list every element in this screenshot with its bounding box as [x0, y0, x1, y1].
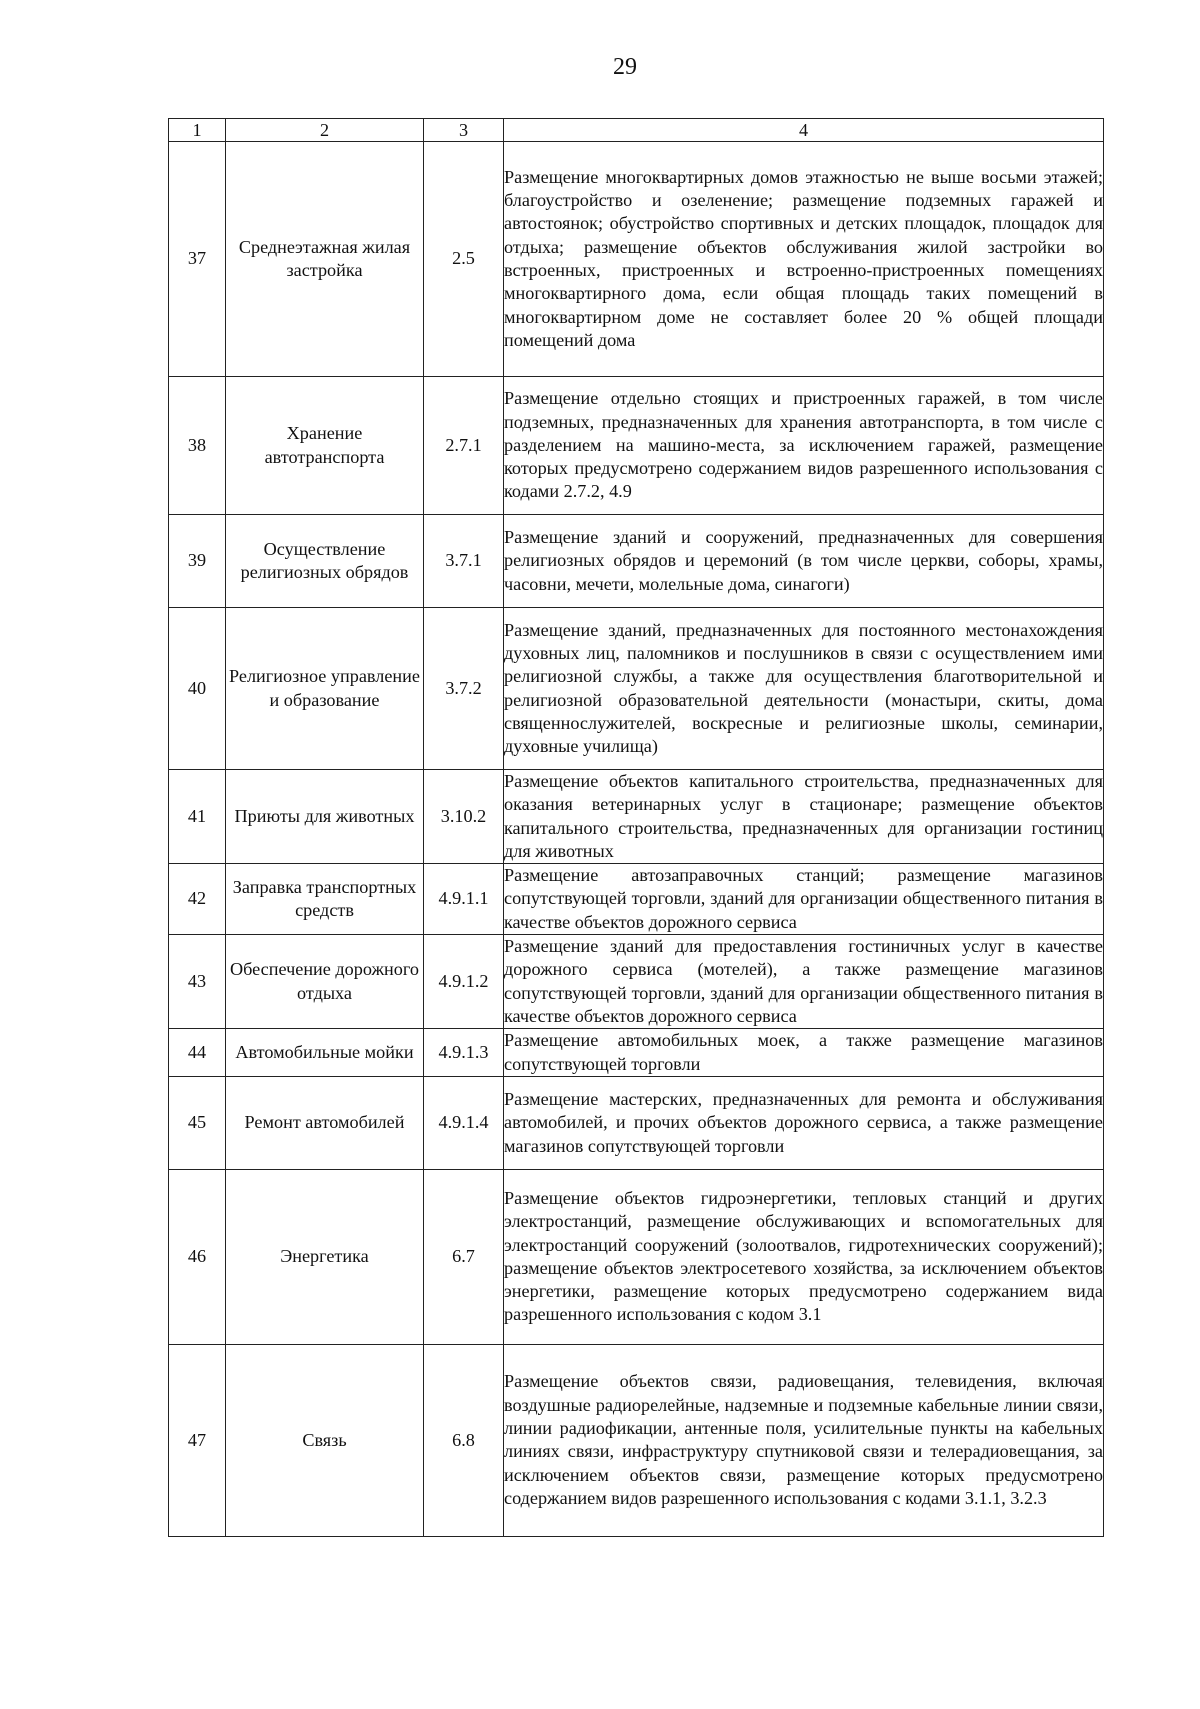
column-header-1: 1	[169, 119, 226, 142]
use-type-description: Размещение зданий для предоставления гостиничных услуг в качестве дорожного сервиса (мотелей), а также размещение магазинов сопутствующей торговли, зданий для организации общественного питания в качестве объектов дорожного сервиса	[504, 935, 1104, 1029]
table-row	[169, 1076, 1104, 1169]
use-type-description: Размещение многоквартирных домов этажностью не выше восьми этажей; благоустройство и озеленение; размещение подземных гаражей и автостоянок; обустройство спортивных и детских площадок, площадок для отдыха; размещение объектов обслуживания жилой застройки во встроенных, пристроенных и встроенно-пристроенных помещениях многоквартирного дома, если общая площадь таких помещений в многоквартирном доме не составляет более 20 % общей площади помещений дома	[504, 142, 1104, 377]
use-type-code: 6.8	[424, 1344, 504, 1536]
use-type-name: Хранение автотранспорта	[226, 377, 424, 515]
use-type-name: Среднеэтажная жилая застройка	[226, 142, 424, 377]
use-type-code: 6.7	[424, 1169, 504, 1344]
use-type-description: Размещение зданий, предназначенных для постоянного местонахождения духовных лиц, паломников и послушников в связи с осуществлением ими религиозной службы, а также для осуществления благотворительной и религиозной образовательной деятельности (монастыри, скиты, дома священнослужителей, воскресные и религиозные школы, семинарии, духовные училища)	[504, 608, 1104, 770]
use-type-code: 3.10.2	[424, 770, 504, 864]
table-header-row	[169, 119, 1104, 142]
use-type-name: Осуществление религиозных обрядов	[226, 515, 424, 608]
row-number: 38	[169, 377, 226, 515]
table-row	[169, 864, 1104, 935]
row-number: 47	[169, 1344, 226, 1536]
table-row	[169, 770, 1104, 864]
table-row	[169, 1029, 1104, 1077]
row-number: 43	[169, 935, 226, 1029]
use-type-name: Приюты для животных	[226, 770, 424, 864]
table-row	[169, 935, 1104, 1029]
use-type-name: Автомобильные мойки	[226, 1029, 424, 1077]
use-type-description: Размещение объектов гидроэнергетики, тепловых станций и других электростанций, размещение обслуживающих и вспомогательных для электростанций сооружений (золоотвалов, гидротехнических сооружений); размещение объектов электросетевого хозяйства, за исключением объектов энергетики, размещение которых предусмотрено содержанием вида разрешенного использования с кодом 3.1	[504, 1169, 1104, 1344]
use-type-description: Размещение автомобильных моек, а также размещение магазинов сопутствующей торговли	[504, 1029, 1104, 1077]
use-type-description: Размещение отдельно стоящих и пристроенных гаражей, в том числе подземных, предназначенных для хранения автотранспорта, в том числе с разделением на машино-места, за исключением гаражей, размещение которых предусмотрено содержанием видов разрешенного использования с кодами 2.7.2, 4.9	[504, 377, 1104, 515]
table-row	[169, 142, 1104, 377]
use-type-code: 4.9.1.1	[424, 864, 504, 935]
use-type-name: Энергетика	[226, 1169, 424, 1344]
page-number: 29	[613, 54, 637, 80]
row-number: 45	[169, 1076, 226, 1169]
use-type-code: 2.7.1	[424, 377, 504, 515]
land-use-table	[168, 118, 1104, 1537]
row-number: 46	[169, 1169, 226, 1344]
use-type-code: 4.9.1.2	[424, 935, 504, 1029]
row-number: 44	[169, 1029, 226, 1077]
use-type-code: 4.9.1.3	[424, 1029, 504, 1077]
column-header-3: 3	[424, 119, 504, 142]
use-type-name: Обеспечение дорожного отдыха	[226, 935, 424, 1029]
use-type-name: Религиозное управление и образование	[226, 608, 424, 770]
use-type-name: Заправка транспортных средств	[226, 864, 424, 935]
use-type-code: 2.5	[424, 142, 504, 377]
use-type-description: Размещение объектов связи, радиовещания, телевидения, включая воздушные радиорелейные, надземные и подземные кабельные линии связи, линии радиофикации, антенные поля, усилительные пункты на кабельных линиях связи, инфраструктуру спутниковой связи и телерадиовещания, за исключением объектов связи, размещение которых предусмотрено содержанием видов разрешенного использования с кодами 3.1.1, 3.2.3	[504, 1344, 1104, 1536]
table-row	[169, 1344, 1104, 1536]
use-type-name: Ремонт автомобилей	[226, 1076, 424, 1169]
table-row	[169, 377, 1104, 515]
use-type-name: Связь	[226, 1344, 424, 1536]
row-number: 42	[169, 864, 226, 935]
use-type-description: Размещение мастерских, предназначенных для ремонта и обслуживания автомобилей, и прочих объектов дорожного сервиса, а также размещение магазинов сопутствующей торговли	[504, 1076, 1104, 1169]
row-number: 39	[169, 515, 226, 608]
use-type-description: Размещение зданий и сооружений, предназначенных для совершения религиозных обрядов и церемоний (в том числе церкви, соборы, храмы, часовни, мечети, молельные дома, синагоги)	[504, 515, 1104, 608]
use-type-description: Размещение объектов капитального строительства, предназначенных для оказания ветеринарных услуг в стационаре; размещение объектов капитального строительства, предназначенных для организации гостиниц для животных	[504, 770, 1104, 864]
column-header-4: 4	[504, 119, 1104, 142]
table-row	[169, 608, 1104, 770]
use-type-description: Размещение автозаправочных станций; размещение магазинов сопутствующей торговли, зданий для организации общественного питания в качестве объектов дорожного сервиса	[504, 864, 1104, 935]
use-type-code: 4.9.1.4	[424, 1076, 504, 1169]
table-row	[169, 515, 1104, 608]
column-header-2: 2	[226, 119, 424, 142]
row-number: 40	[169, 608, 226, 770]
row-number: 41	[169, 770, 226, 864]
use-type-code: 3.7.1	[424, 515, 504, 608]
use-type-code: 3.7.2	[424, 608, 504, 770]
row-number: 37	[169, 142, 226, 377]
table-row	[169, 1169, 1104, 1344]
